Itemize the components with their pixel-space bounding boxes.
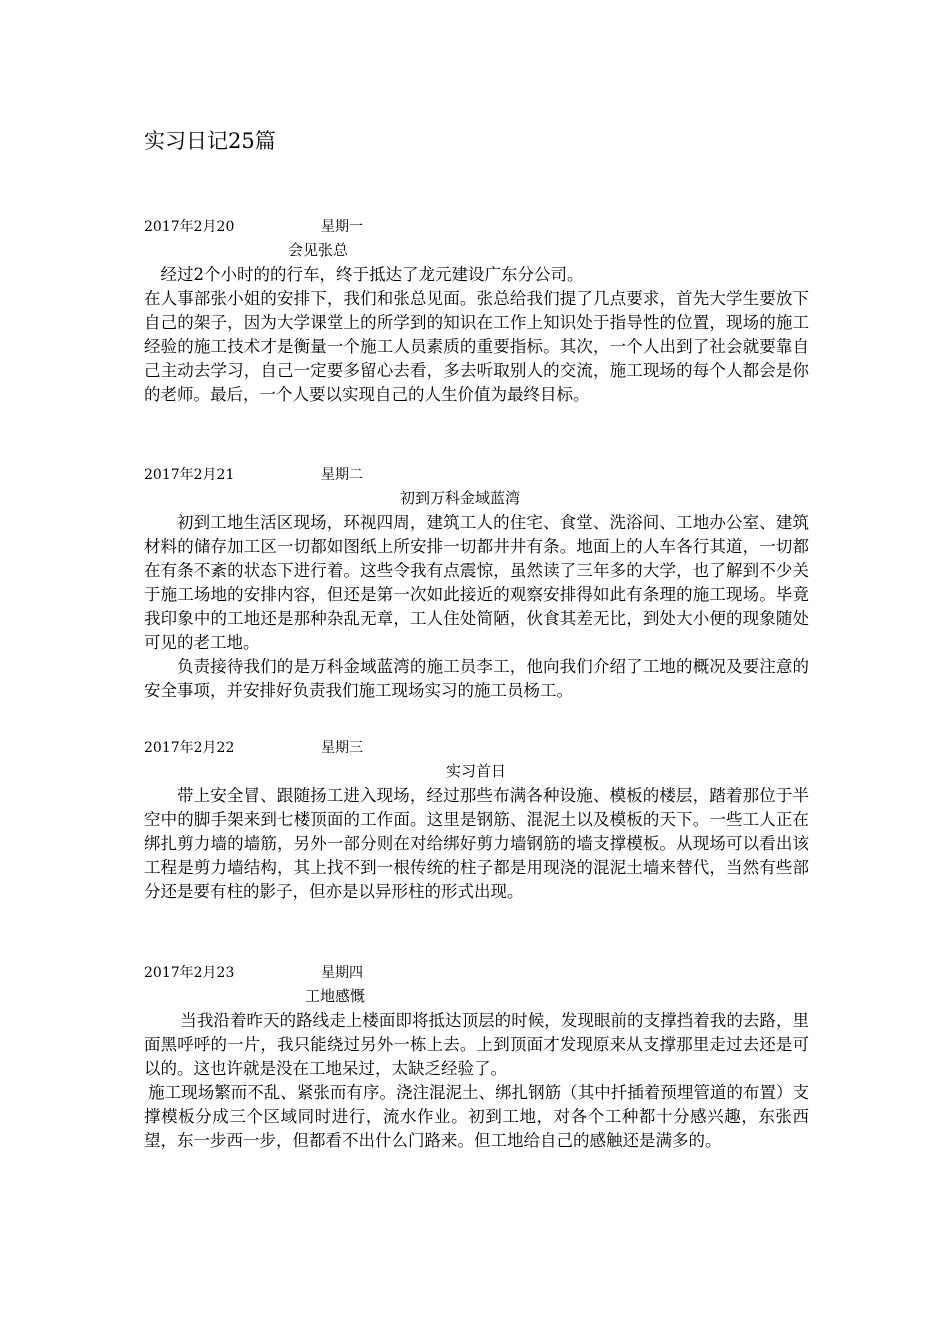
- entry-heading: 初到万科金域蓝湾: [400, 489, 521, 507]
- document-title: 实习日记25篇: [144, 129, 276, 153]
- entry-date-line: [144, 737, 809, 759]
- entry-paragraph: 经过2个小时的的行车，终于抵达了龙元建设广东分公司。: [144, 265, 584, 284]
- entry-paragraph: 在人事部张小姐的安排下，我们和张总见面。张总给我们提了几点要求，首先大学生要放下自己的架子，因为大学课堂上的所学到的知识在工作上知识处于指导性的位置，现场的施工经验的施工技术才是衡量一个施工人员素质的重要指标。其次，一个人出到了社会就要靠自己主动去学习，自己一定要多留心去看，多去听取别人的交流，施工现场的每个人都会是你的老师。最后，一个人要以实现自己的人生价值为最终目标。: [144, 289, 809, 404]
- entry-paragraph: 施工现场繁而不乱、紧张而有序。浇注混泥土、绑扎钢筋（其中扦插着预埋管道的布置）支撑模板分成三个区域同时进行，流水作业。初到工地，对各个工种都十分感兴趣，东张西望，东一步西一步，但都看不出什么门路来。但工地给自己的感触还是满多的。: [144, 1083, 809, 1150]
- entry-date-line: [144, 216, 809, 238]
- entry-heading: 工地感慨: [305, 987, 366, 1005]
- entry-weekday: 星期四: [321, 965, 363, 981]
- entry-date: 2017年2月23: [144, 965, 235, 981]
- entry-date: 2017年2月20: [144, 219, 235, 235]
- diary-entry: [144, 216, 809, 407]
- entry-date-line: [144, 962, 809, 984]
- diary-entry: [144, 737, 809, 904]
- entry-heading: 实习首日: [446, 762, 507, 780]
- entry-paragraph: 负责接待我们的是万科金域蓝湾的施工员李工，他向我们介绍了工地的概况及要注意的安全事项，并安排好负责我们施工现场实习的施工员杨工。: [144, 657, 809, 700]
- entry-paragraph: 带上安全冒、跟随扬工进入现场，经过那些布满各种设施、模板的楼层，踏着那位于半空中的脚手架来到七楼顶面的工作面。这里是钢筋、混泥土以及模板的天下。一些工人正在绑扎剪力墙的墙筋，另外一部分则在对给绑好剪力墙钢筋的墙支撑模板。从现场可以看出该工程是剪力墙结构，其上找不到一根传统的柱子都是用现浇的混泥土墙来替代，当然有些部分还是要有柱的影子，但亦是以异形柱的形式出现。: [144, 786, 809, 901]
- entry-weekday: 星期二: [321, 467, 363, 483]
- entry-paragraph: 初到工地生活区现场，环视四周，建筑工人的住宅、食堂、洗浴间、工地办公室、建筑材料的储存加工区一切都如图纸上所安排一切都井井有条。地面上的人车各行其道，一切都在有条不紊的状态下进行着。这些令我有点震惊，虽然读了三年多的大学，也了解到不少关于施工场地的安排内容，但还是第一次如此接近的观察安排得如此有条理的施工现场。毕竟我印象中的工地还是那种杂乱无章，工人住处简陋，伙食其差无比，到处大小便的现象随处可见的老工地。: [144, 513, 809, 652]
- diary-entry: [144, 962, 809, 1153]
- entry-heading: 会见张总: [288, 241, 349, 259]
- entry-weekday: 星期一: [321, 219, 363, 235]
- diary-entry: [144, 464, 809, 703]
- entry-date: 2017年2月21: [144, 467, 235, 483]
- entry-date-line: [144, 464, 809, 486]
- entry-weekday: 星期三: [321, 740, 363, 756]
- entry-date: 2017年2月22: [144, 740, 235, 756]
- entry-paragraph: 当我沿着昨天的路线走上楼面即将抵达顶层的时候，发现眼前的支撑挡着我的去路，里面黑呼呼的一片，我只能绕过另外一栋上去。上到顶面才发现原来从支撑那里走过去还是可以的。这也许就是没在工地呆过，太缺乏经验了。: [144, 1011, 809, 1078]
